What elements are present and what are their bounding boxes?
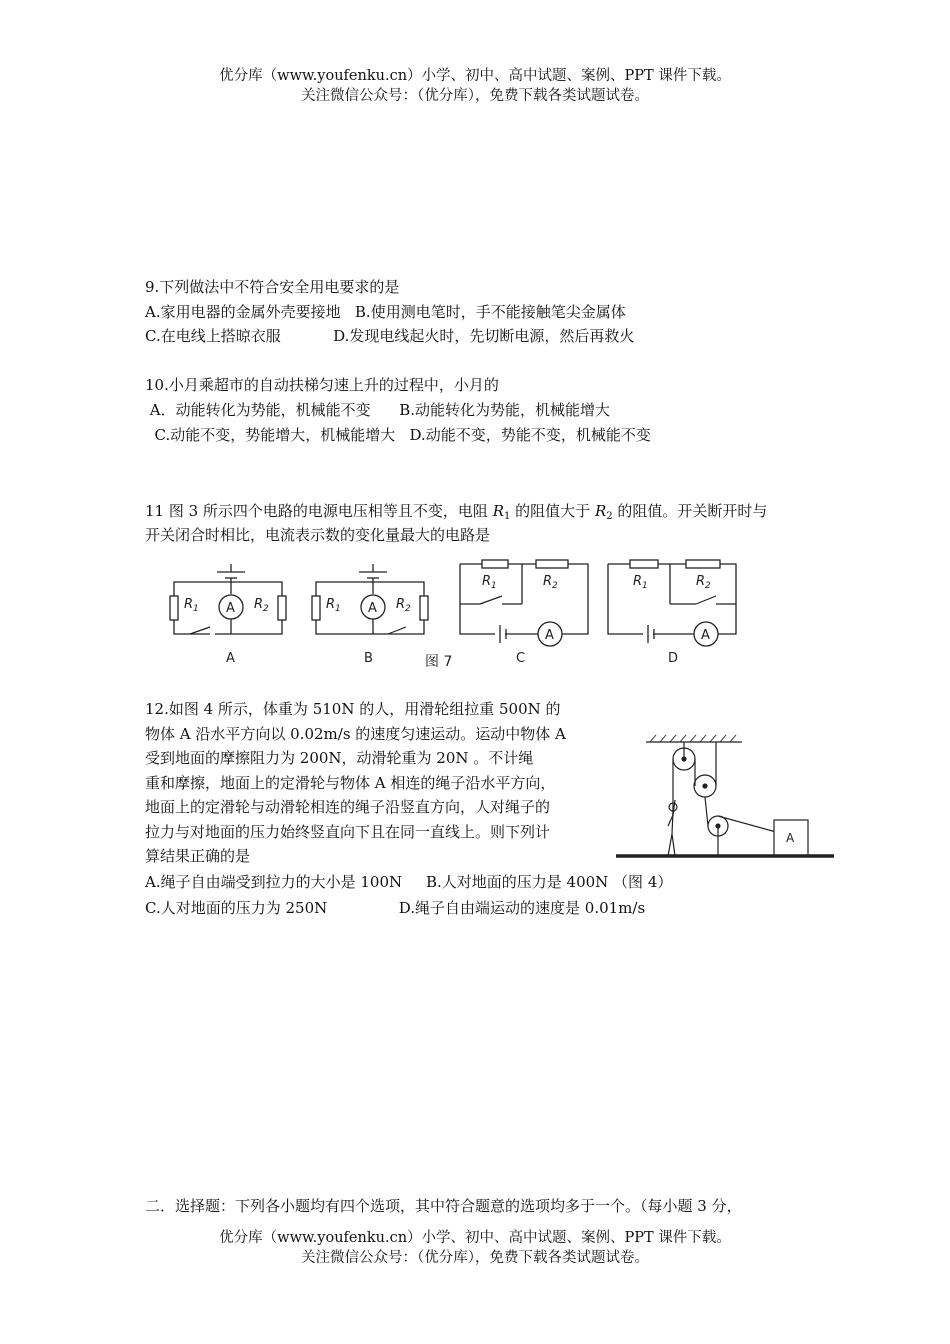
r2-label-d: $R_2$ bbox=[696, 574, 711, 591]
r2-label-c: $R_2$ bbox=[543, 574, 558, 591]
q10-options-cd: C.动能不变，势能增大，机械能增大 D.动能不变，势能不变，机械能不变 bbox=[145, 426, 651, 444]
q12-line-4: 重和摩擦，地面上的定滑轮与物体 A 相连的绳子沿水平方向， bbox=[145, 774, 556, 792]
ammeter-a: A bbox=[226, 601, 235, 616]
q12-line-1: 12.如图 4 所示，体重为 510N 的人，用滑轮组拉重 500N 的 bbox=[145, 700, 561, 718]
q12-line-3: 受到地面的摩擦阻力为 200N，动滑轮重为 20N 。不计绳 bbox=[145, 749, 534, 767]
r2-label-a: $R_2$ bbox=[254, 597, 269, 614]
r1-label-c: $R_1$ bbox=[482, 574, 497, 591]
circuit-label-b: B bbox=[364, 651, 373, 666]
page-header bbox=[0, 66, 950, 106]
q12-options-cd: C.人对地面的压力为 250N D.绳子自由端运动的速度是 0.01m/s bbox=[145, 899, 646, 917]
figure-caption: 图 7 bbox=[425, 654, 453, 670]
q9-stem: 9.下列做法中不符合安全用电要求的是 bbox=[145, 278, 400, 296]
q12-line-6: 拉力与对地面的压力始终竖直向下且在同一直线上。则下列计 bbox=[145, 823, 551, 841]
q11-r1: R bbox=[492, 502, 505, 520]
circuit-label-a: A bbox=[226, 651, 235, 666]
q10-options-ab: A．动能转化为势能，机械能不变 B.动能转化为势能，机械能增大 bbox=[145, 401, 611, 419]
q12-line-2: 物体 A 沿水平方向以 0.02m/s 的速度匀速运动。运动中物体 A bbox=[145, 725, 566, 743]
section-2-heading: 二．选择题：下列各小题均有四个选项，其中符合题意的选项均多于一个。（每小题 3 分， bbox=[145, 1197, 742, 1215]
q11-stem-a: 11 图 3 所示四个电路的电源电压相等且不变，电阻 bbox=[145, 502, 493, 520]
q12-options-ab: A.绳子自由端受到拉力的大小是 100N B.人对地面的压力是 400N （图 4） bbox=[145, 873, 673, 891]
circuit-label-c: C bbox=[516, 651, 526, 666]
footer-line-1: 优分库（www.youfenku.cn）小学、初中、高中试题、案例、PPT 课件下载。 bbox=[219, 1230, 731, 1246]
circuit-figure bbox=[160, 552, 760, 670]
circuit-label-d: D bbox=[668, 651, 679, 666]
q11-r1-sub: 1 bbox=[504, 511, 511, 522]
ammeter-c: A bbox=[545, 628, 554, 643]
q11-stem-line-2: 开关闭合时相比，电流表示数的变化量最大的电路是 bbox=[145, 526, 491, 544]
header-line-1: 优分库（www.youfenku.cn）小学、初中、高中试题、案例、PPT 课件下载。 bbox=[219, 68, 731, 84]
q10-stem: 10.小月乘超市的自动扶梯匀速上升的过程中，小月的 bbox=[145, 376, 499, 394]
pulley-figure bbox=[612, 730, 838, 862]
q11-stem-b: 的阻值大于 bbox=[510, 502, 595, 520]
block-a-label: A bbox=[786, 831, 795, 845]
r1-label-b: $R_1$ bbox=[326, 597, 341, 614]
q11-r2-sub: 2 bbox=[606, 511, 613, 522]
ammeter-d: A bbox=[701, 628, 710, 643]
r2-label-b: $R_2$ bbox=[396, 597, 411, 614]
page-footer bbox=[0, 1228, 950, 1268]
q9-options-ab: A.家用电器的金属外壳要接地 B.使用测电笔时，手不能接触笔尖金属体 bbox=[145, 303, 626, 321]
circuit-c bbox=[460, 560, 588, 646]
ammeter-b: A bbox=[368, 601, 377, 616]
q12-line-7: 算结果正确的是 bbox=[145, 847, 251, 865]
q9-options-cd: C.在电线上搭晾衣服 D.发现电线起火时，先切断电源，然后再救火 bbox=[145, 327, 635, 345]
header-line-2: 关注微信公众号：（优分库），免费下载各类试题试卷。 bbox=[301, 88, 649, 104]
q11-r2: R bbox=[594, 502, 607, 520]
r1-label-d: $R_1$ bbox=[633, 574, 648, 591]
footer-line-2: 关注微信公众号：（优分库），免费下载各类试题试卷。 bbox=[301, 1250, 649, 1266]
circuit-d bbox=[608, 560, 736, 646]
q12-line-5: 地面上的定滑轮与动滑轮相连的绳子沿竖直方向，人对绳子的 bbox=[145, 798, 551, 816]
q11-stem-c: 的阻值。开关断开时与 bbox=[612, 502, 768, 520]
r1-label-a: $R_1$ bbox=[184, 597, 199, 614]
